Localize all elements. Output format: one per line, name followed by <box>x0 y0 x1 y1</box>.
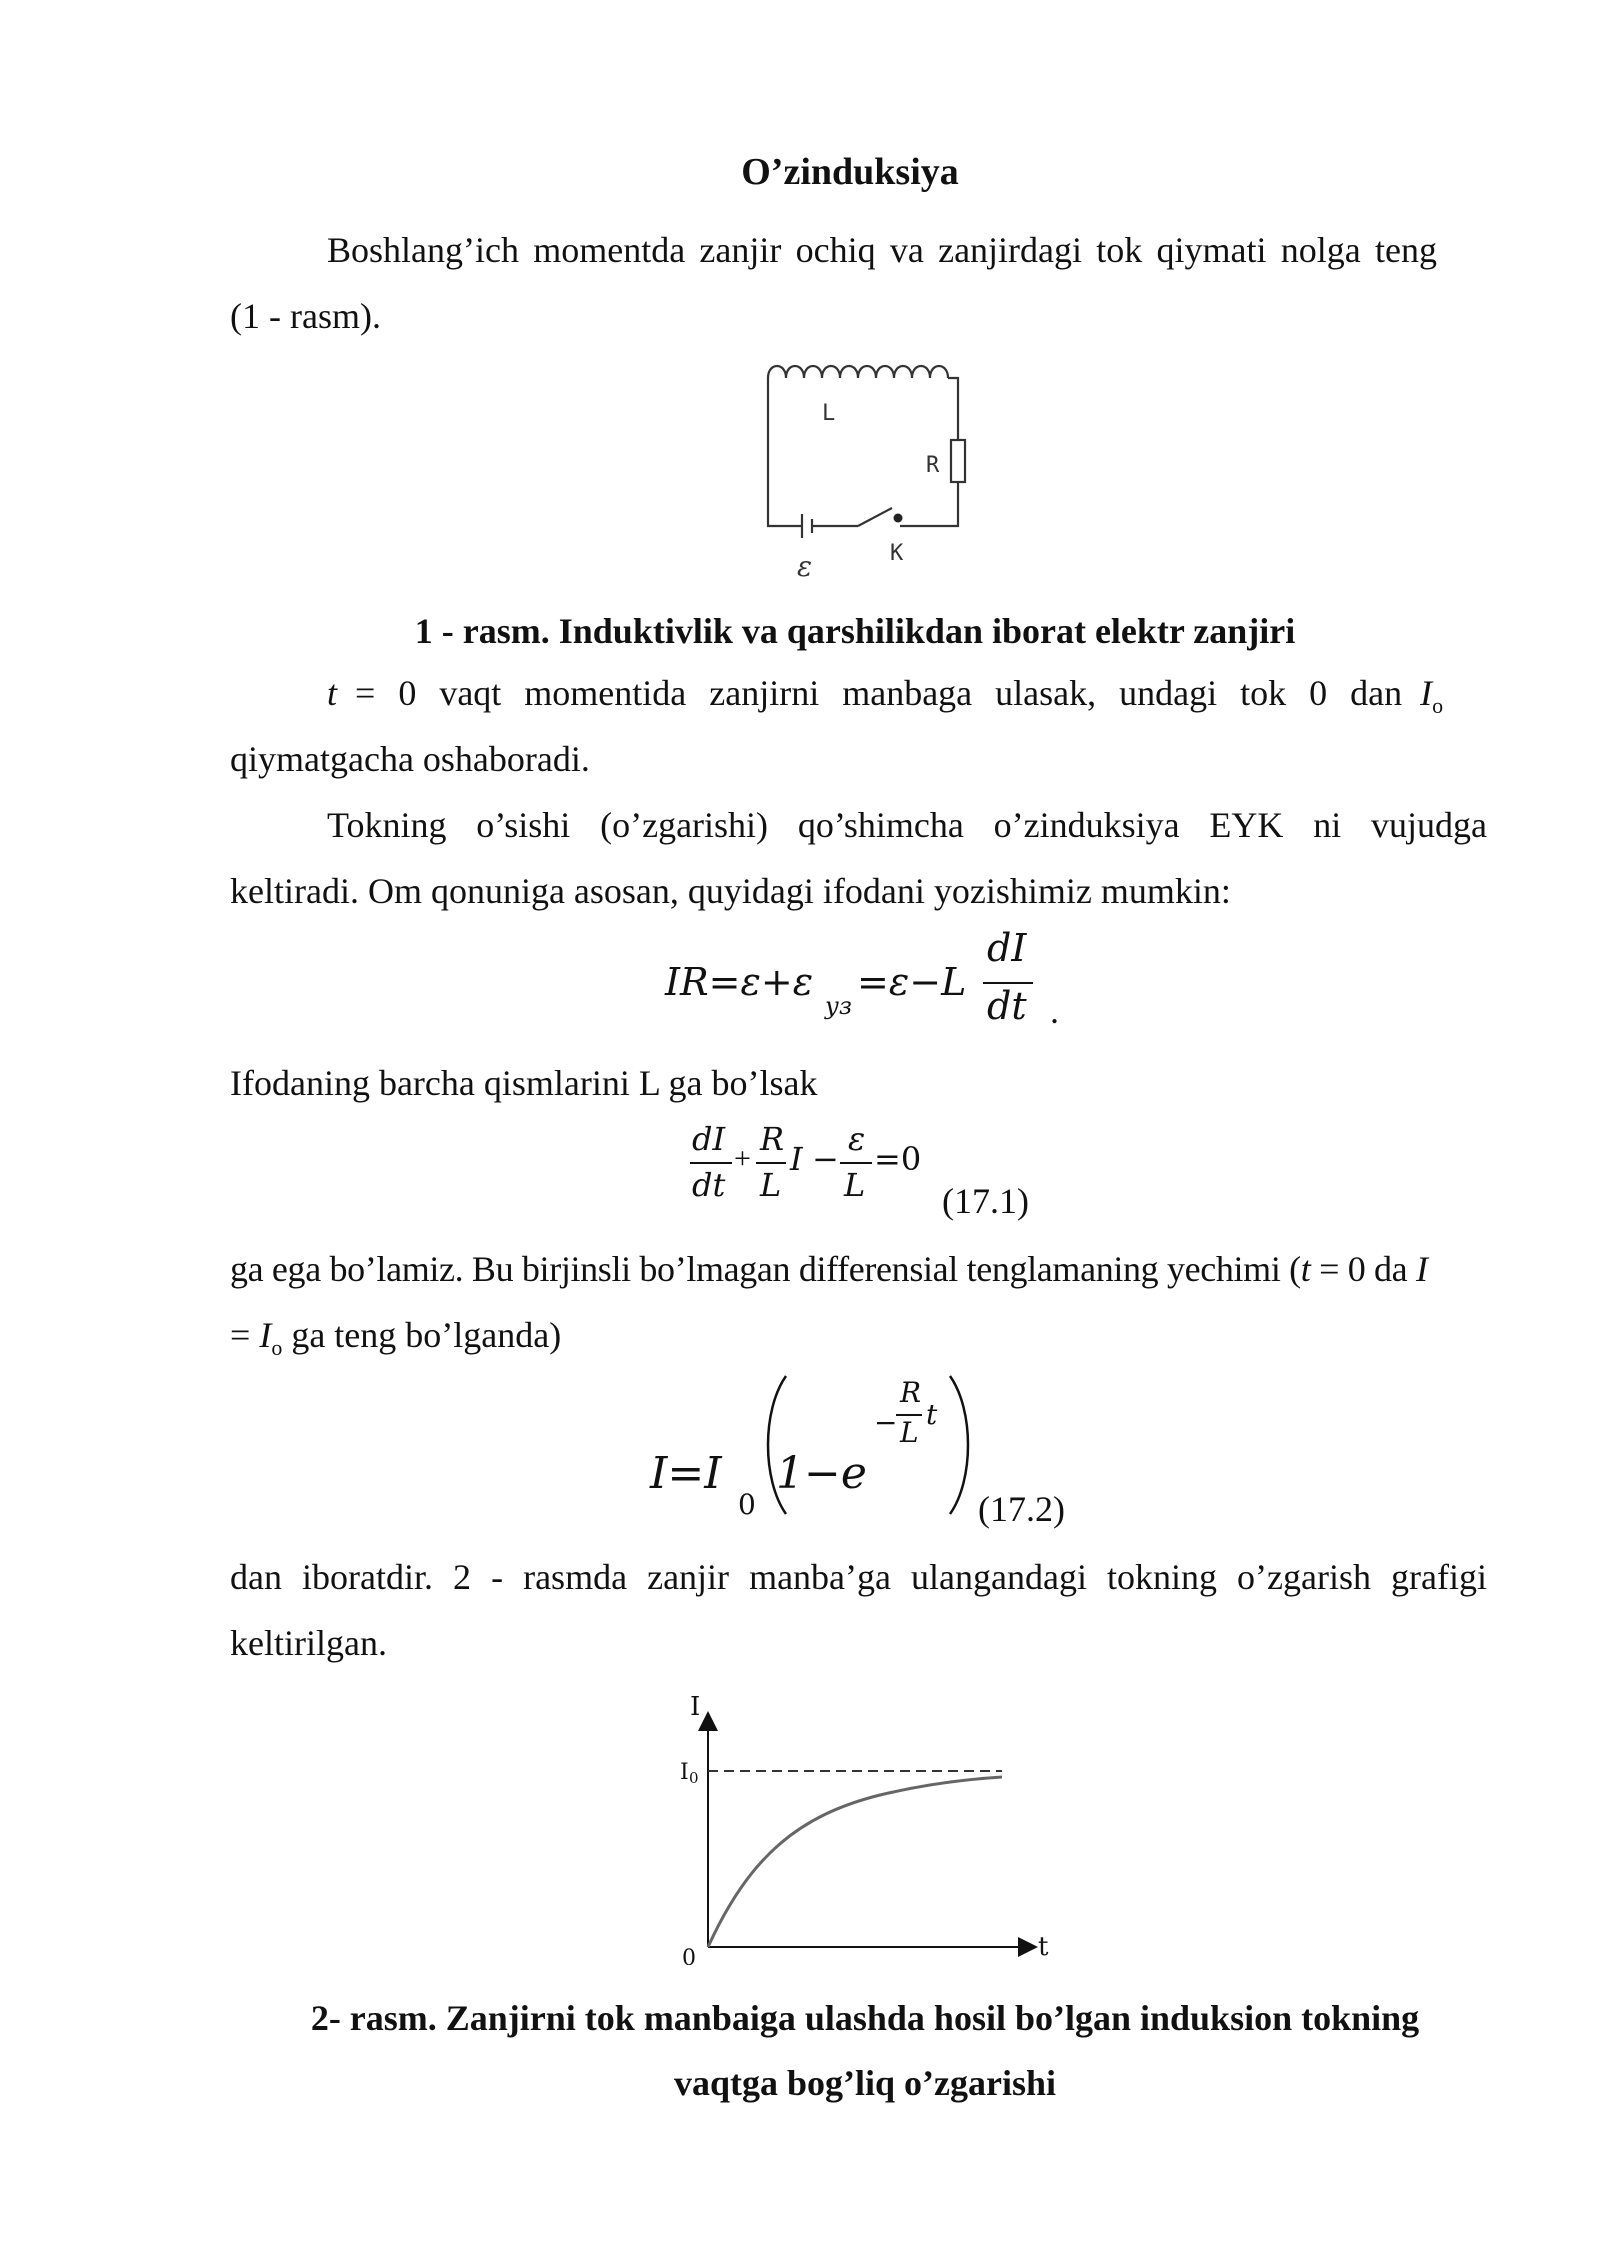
eq171-f2-num: R <box>760 1120 785 1158</box>
paragraph-5-text-a: ga ega bo’lamiz. Bu birjinsli bo’lmagan differensial tenglamaning yechimi ( <box>230 1249 1301 1289</box>
paragraph-2-text: = 0 vaqt momentida zanjirni manbaga ulasak, undagi tok 0 dan <box>355 673 1403 713</box>
current-growth-graph <box>640 1685 1060 1965</box>
switch-contact <box>894 514 903 523</box>
eq172-exp-num: R <box>900 1376 922 1409</box>
label-emf: ε <box>797 550 813 583</box>
eq1-sub: уз <box>825 992 853 1020</box>
var-t: t <box>327 673 338 713</box>
y-axis-label: I <box>690 1692 701 1722</box>
right-paren-path <box>950 1376 968 1514</box>
eq171-f1-bar <box>690 1162 732 1164</box>
paragraph-5-line-1 <box>230 1236 1500 1302</box>
label-inductor: L <box>822 401 836 426</box>
label-resistor: R <box>926 453 940 478</box>
paragraph-5-text-b: = 0 da <box>1319 1249 1408 1289</box>
var-I: I <box>1415 1249 1428 1289</box>
figure-2-caption-line-1: 2- rasm. Zanjirni tok manbaiga ulashda hosil bo’lgan induksion tokning <box>310 1998 1420 2038</box>
eq1-lhs: IR=ε+ε <box>665 960 814 1004</box>
paragraph-3-line-1: Tokning o’sishi (o’zgarishi) qo’shimcha o’zinduksiya EYK ni vujudga <box>327 805 1487 845</box>
eq171-f3-den: L <box>844 1166 866 1204</box>
eq171-I: I <box>790 1140 803 1178</box>
eq172-right-paren <box>942 1370 982 1520</box>
var-Io-sub: o <box>1432 693 1444 719</box>
equation-ohm-law <box>665 926 1085 1040</box>
eq1-dot: . <box>1050 991 1059 1031</box>
eq1-denominator: dt <box>987 984 1027 1028</box>
circuit-diagram <box>740 360 1000 590</box>
figure-2-caption-line-2: vaqtga bog’liq o’zgarishi <box>673 2063 1057 2103</box>
inductor-coil <box>768 366 948 378</box>
eq172-exp-den: L <box>900 1416 919 1449</box>
equation-17-2-number: (17.2) <box>978 1489 1065 1529</box>
paragraph-5-text-c: = <box>230 1315 251 1355</box>
x-axis-label: t <box>1038 1932 1049 1962</box>
eq172-one-minus-e: 1−e <box>776 1448 867 1499</box>
eq171-f1-num: dI <box>692 1120 726 1158</box>
eq1-mid: =ε−L <box>857 960 967 1004</box>
left-wire <box>768 378 802 526</box>
paragraph-6-line-2: keltirilgan. <box>230 1623 387 1663</box>
var-Io: I <box>1420 673 1433 713</box>
io-label-sub: 0 <box>689 1769 699 1787</box>
eq172-exp-t: t <box>926 1398 938 1431</box>
figure-1-caption: 1 - rasm. Induktivlik va qarshilikdan iborat elektr zanjiri <box>414 611 1296 651</box>
equation-17-1-number: (17.1) <box>942 1181 1029 1221</box>
current-curve <box>708 1777 1002 1947</box>
eq171-f1-den: dt <box>692 1166 726 1204</box>
eq171-plus: + <box>734 1142 751 1175</box>
paragraph-4: Ifodaning barcha qismlarini L ga bo’lsak <box>230 1063 818 1103</box>
eq171-f2-bar <box>756 1162 786 1164</box>
equation-17-2 <box>650 1370 980 1520</box>
paragraph-1-line-1: Boshlang’ich momentda zanjir ochiq va zanjirdagi tok qiymati nolga teng <box>327 230 1437 270</box>
paragraph-1-line-2: (1 - rasm). <box>230 296 381 336</box>
right-wire-top <box>948 378 958 440</box>
resistor <box>951 440 965 482</box>
paragraph-5-line-2 <box>230 1302 561 1381</box>
page-title: O’zinduksiya <box>741 151 959 193</box>
eq1-numerator: dI <box>987 926 1027 970</box>
var-t-2: t <box>1300 1249 1311 1289</box>
eq172-exp-minus: − <box>874 1406 898 1439</box>
paragraph-2-line-2: qiymatgacha oshaboradi. <box>230 739 590 779</box>
right-wire-bottom <box>900 482 958 526</box>
eq171-equals-zero: =0 <box>874 1140 922 1178</box>
eq172-sub0: 0 <box>738 1488 756 1521</box>
eq171-f2-den: L <box>760 1166 782 1204</box>
io-label: I <box>680 1760 689 1785</box>
var-Io-2-sub: o <box>271 1335 283 1361</box>
label-switch: K <box>890 541 904 566</box>
eq171-f3-num: ε <box>848 1120 866 1158</box>
var-Io-2: I <box>259 1315 272 1355</box>
switch-lever <box>858 508 892 526</box>
eq171-f3-bar <box>840 1162 872 1164</box>
origin-label: 0 <box>682 1946 696 1965</box>
eq171-minus: − <box>812 1140 839 1178</box>
eq172-lhs: I=I <box>650 1448 722 1499</box>
paragraph-5-text-d: ga teng bo’lganda) <box>291 1315 562 1355</box>
paragraph-6-line-1: dan iboratdir. 2 - rasmda zanjir manba’ga ulangandagi tokning o’zgarish grafigi <box>230 1557 1487 1597</box>
paragraph-3-line-2: keltiradi. Om qonuniga asosan, quyidagi ifodani yozishimiz mumkin: <box>230 871 1231 911</box>
